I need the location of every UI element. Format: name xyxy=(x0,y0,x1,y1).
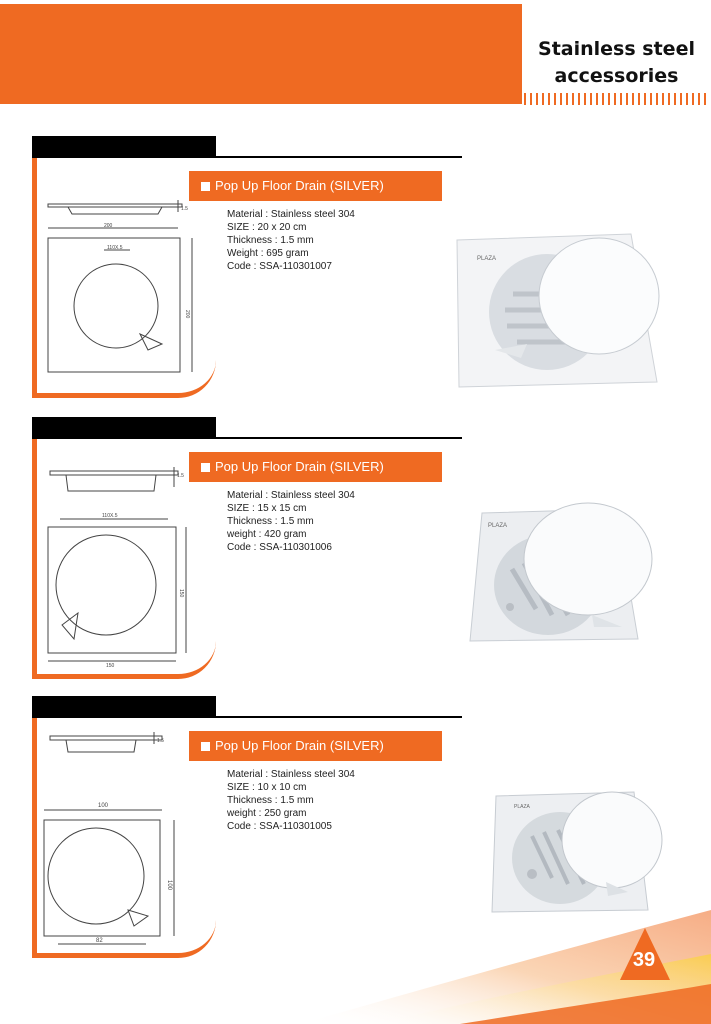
header-orange-bar xyxy=(0,4,522,104)
product-specs xyxy=(227,208,355,273)
product-specs xyxy=(227,768,355,833)
spec-code: Code : SSA-110301007 xyxy=(227,261,332,272)
dim-bottom: 82 xyxy=(96,938,103,944)
dim-width: 100 xyxy=(98,803,109,809)
product-label xyxy=(189,731,442,761)
checkbox-icon xyxy=(201,463,210,472)
product-card-2 xyxy=(0,417,711,679)
spec-size: SIZE : 10 x 10 cm xyxy=(227,782,307,793)
product-name: Pop Up Floor Drain (SILVER) xyxy=(215,459,384,474)
spec-material: Material : Stainless steel 304 xyxy=(227,769,355,780)
spec-thickness: Thickness : 1.5 mm xyxy=(227,235,314,246)
dim-inner: 110X.5 xyxy=(102,513,118,519)
product-label xyxy=(189,452,442,482)
page-title-line2: accessories xyxy=(554,65,679,87)
spec-thickness: Thickness : 1.5 mm xyxy=(227,516,314,527)
dim-bottom: 150 xyxy=(106,663,115,669)
product-card-1 xyxy=(0,136,711,398)
product-tab xyxy=(32,696,216,718)
spec-code: Code : SSA-110301005 xyxy=(227,821,332,832)
technical-drawing xyxy=(44,463,194,668)
dim-side: 150 xyxy=(178,589,184,598)
dim-inner: 110X.5 xyxy=(107,245,123,251)
spec-material: Material : Stainless steel 304 xyxy=(227,490,355,501)
product-tab xyxy=(32,136,216,158)
decorative-tick-marks xyxy=(524,93,710,105)
technical-drawing xyxy=(44,198,194,378)
page-title xyxy=(522,36,711,90)
dim-thickness: 1.5 xyxy=(181,206,188,212)
spec-code: Code : SSA-110301006 xyxy=(227,542,332,553)
product-name: Pop Up Floor Drain (SILVER) xyxy=(215,738,384,753)
dim-thickness: 1.5 xyxy=(177,473,184,479)
product-tab xyxy=(32,417,216,439)
spec-material: Material : Stainless steel 304 xyxy=(227,209,355,220)
dim-side: 200 xyxy=(184,310,190,319)
spec-weight: weight : 420 gram xyxy=(227,529,307,540)
product-specs xyxy=(227,489,355,554)
brand-logo: PLAZA xyxy=(477,256,497,262)
spec-weight: weight : 250 gram xyxy=(227,808,307,819)
spec-size: SIZE : 15 x 15 cm xyxy=(227,503,307,514)
dim-width: 200 xyxy=(104,223,113,229)
divider-line xyxy=(216,716,462,718)
spec-size: SIZE : 20 x 20 cm xyxy=(227,222,307,233)
dim-thickness: 1.5 xyxy=(157,738,164,744)
product-label xyxy=(189,171,442,201)
divider-line xyxy=(216,156,462,158)
product-name: Pop Up Floor Drain (SILVER) xyxy=(215,178,384,193)
divider-line xyxy=(216,437,462,439)
brand-logo: PLAZA xyxy=(514,804,530,810)
checkbox-icon xyxy=(201,742,210,751)
brand-logo: PLAZA xyxy=(488,523,508,529)
product-photo xyxy=(466,497,646,647)
checkbox-icon xyxy=(201,182,210,191)
spec-weight: Weight : 695 gram xyxy=(227,248,309,259)
product-photo xyxy=(455,232,665,390)
dim-side: 100 xyxy=(166,880,172,891)
page-title-line1: Stainless steel xyxy=(538,38,695,60)
page-number: 39 xyxy=(632,949,656,971)
decorative-swoosh xyxy=(0,880,711,1024)
spec-thickness: Thickness : 1.5 mm xyxy=(227,795,314,806)
